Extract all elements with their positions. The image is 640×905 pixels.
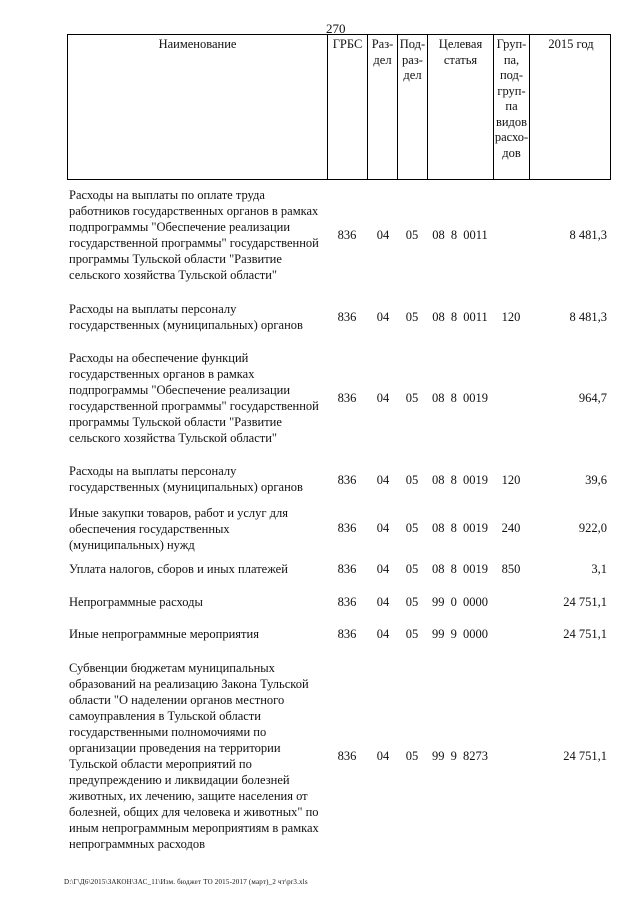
row-amount: 922,0	[578, 521, 607, 535]
row-razdel: 04	[376, 562, 390, 576]
row-grbs: 836	[337, 391, 357, 405]
file-path-footer: D:\Г\Д6\2015\ЗАКОН\ЗАС_11\Изм. бюджет ТО 2015-2017 (март)_2 чт\pr3.xls	[64, 878, 308, 886]
header-grbs: ГРБС	[328, 35, 368, 179]
row-podrazdel: 05	[405, 749, 419, 763]
row-grbs: 836	[337, 521, 357, 535]
row-podrazdel: 05	[405, 521, 419, 535]
row-name: Иные закупки товаров, работ и услуг для обеспечения государственных (муниципальных) нужд	[69, 506, 289, 552]
row-target: 08 8 0019	[432, 562, 488, 576]
row-razdel: 04	[376, 627, 390, 641]
row-target: 08 8 0011	[432, 228, 488, 242]
row-amount: 8 481,3	[569, 310, 607, 324]
row-razdel: 04	[376, 310, 390, 324]
row-amount: 964,7	[578, 391, 607, 405]
row-podrazdel: 05	[405, 228, 419, 242]
row-grbs: 836	[337, 473, 357, 487]
row-razdel: 04	[376, 749, 390, 763]
row-name: Уплата налогов, сборов и иных платежей	[69, 562, 288, 576]
row-podrazdel: 05	[405, 473, 419, 487]
header-razdel: Раз- дел	[368, 35, 398, 179]
row-name: Иные непрограммные мероприятия	[69, 627, 259, 641]
page-number: 270	[326, 21, 346, 36]
header-year: 2015 год	[548, 37, 594, 51]
row-grbs: 836	[337, 310, 357, 324]
row-amount: 24 751,1	[563, 749, 607, 763]
row-podrazdel: 05	[405, 595, 419, 609]
header-name: Наименование	[68, 35, 328, 179]
row-podrazdel: 05	[405, 562, 419, 576]
row-grbs: 836	[337, 562, 357, 576]
row-target: 99 0 0000	[432, 595, 488, 609]
header-group: Груп- па, под- груп- па видов расхо- дов	[494, 35, 530, 179]
row-podrazdel: 05	[405, 391, 419, 405]
header-podrazdel: Под- раз- дел	[398, 35, 428, 179]
row-podrazdel: 05	[405, 310, 419, 324]
row-group: 850	[501, 562, 521, 576]
row-razdel: 04	[376, 473, 390, 487]
row-group: 120	[501, 473, 521, 487]
row-target: 99 9 0000	[432, 627, 488, 641]
row-razdel: 04	[376, 595, 390, 609]
row-amount: 24 751,1	[563, 595, 607, 609]
row-razdel: 04	[376, 228, 390, 242]
row-target: 08 8 0011	[432, 310, 488, 324]
row-amount: 39,6	[585, 473, 607, 487]
row-razdel: 04	[376, 521, 390, 535]
row-name: Расходы на выплаты по оплате труда работников государственных органов в рамках подпрограммы "Обеспечение реализации государственной программы" государственной программы Тульской области "Развитие сельского хозяйства Тульской области"	[69, 188, 319, 282]
row-grbs: 836	[337, 627, 357, 641]
row-amount: 24 751,1	[563, 627, 607, 641]
row-target: 99 9 8273	[432, 749, 488, 763]
row-amount: 3,1	[591, 562, 607, 576]
row-target: 08 8 0019	[432, 473, 488, 487]
row-name: Субвенции бюджетам муниципальных образований на реализацию Закона Тульской области "О наделении органов местного самоуправления в Тульской области государственными полномочиями по организации проведения на территории Тульской области мероприятий по предупреждению и ликвидации болезней животных, их лечению, защите населения от болезней, общих для человека и животных" по иным непрограммным мероприятиям в рамках непрограммных расходов	[69, 661, 319, 851]
row-grbs: 836	[337, 595, 357, 609]
row-name: Расходы на обеспечение функций государственных органов в рамках подпрограммы "Обеспечение реализации государственной программы" государственной программы Тульской области "Развитие сельского хозяйства Тульской области"	[69, 351, 319, 445]
row-podrazdel: 05	[405, 627, 419, 641]
row-group: 240	[501, 521, 521, 535]
row-group: 120	[501, 310, 521, 324]
row-name: Расходы на выплаты персоналу государственных (муниципальных) органов	[69, 302, 303, 332]
row-grbs: 836	[337, 749, 357, 763]
row-grbs: 836	[337, 228, 357, 242]
row-amount: 8 481,3	[569, 228, 607, 242]
row-target: 08 8 0019	[432, 391, 488, 405]
header-target: Целевая статья	[428, 35, 494, 179]
row-name: Непрограммные расходы	[69, 595, 203, 609]
row-razdel: 04	[376, 391, 390, 405]
row-target: 08 8 0019	[432, 521, 488, 535]
row-name: Расходы на выплаты персоналу государственных (муниципальных) органов	[69, 464, 303, 494]
table-header	[67, 34, 611, 180]
